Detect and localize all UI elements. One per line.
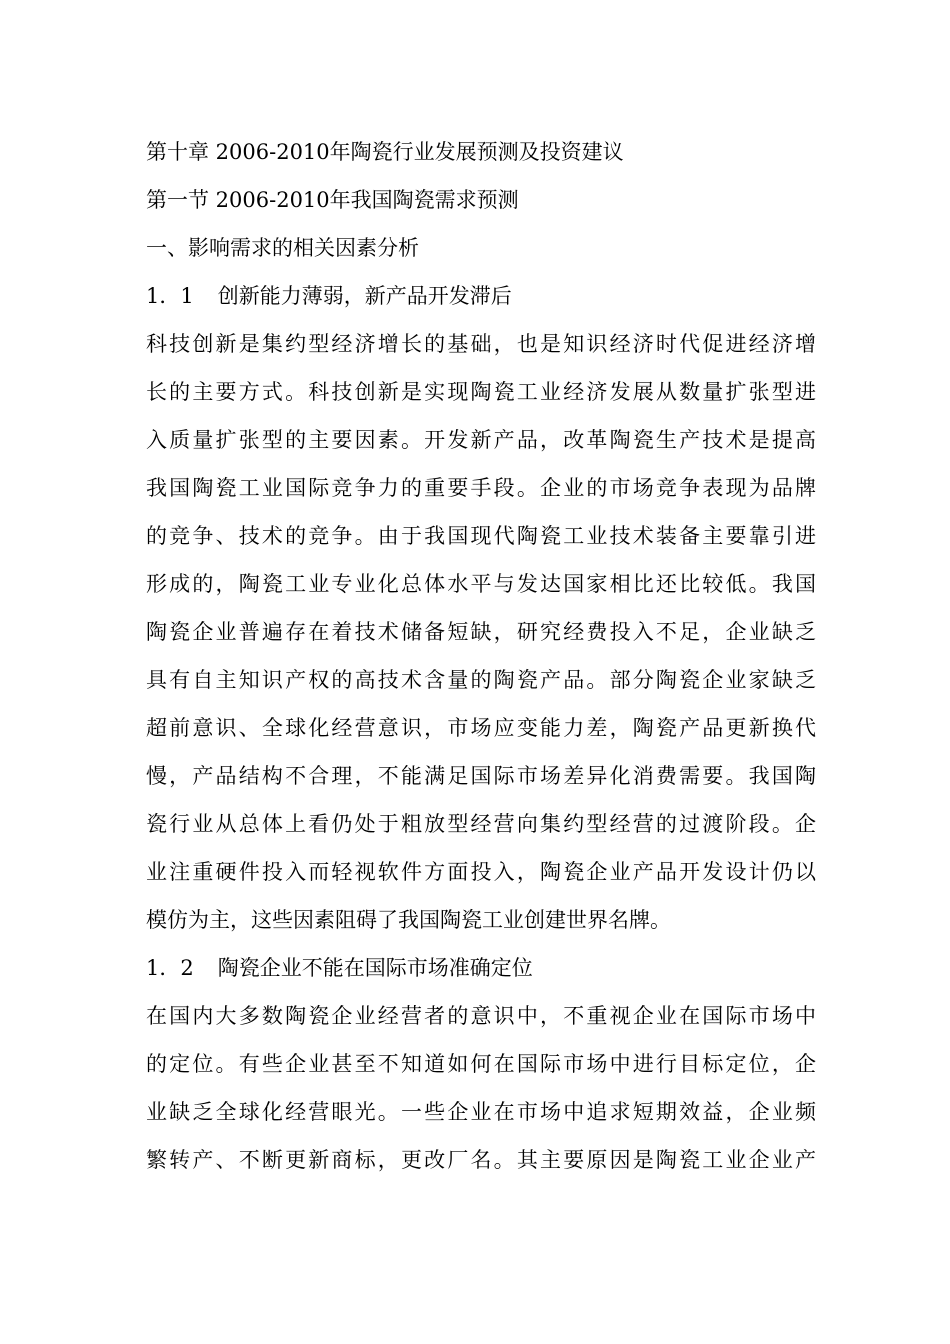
paragraph-2-line: 在国内大多数陶瓷企业经营者的意识中，不重视企业在国际市场中	[146, 1004, 816, 1028]
paragraph-2-line: 的定位。有些企业甚至不知道如何在国际市场中进行目标定位，企	[146, 1052, 816, 1076]
paragraph-1	[146, 320, 816, 944]
paragraph-1-line: 慢，产品结构不合理，不能满足国际市场差异化消费需要。我国陶	[146, 764, 816, 788]
paragraph-1-line: 长的主要方式。科技创新是实现陶瓷工业经济发展从数量扩张型进	[146, 380, 816, 404]
paragraph-1-line: 入质量扩张型的主要因素。开发新产品，改革陶瓷生产技术是提高	[146, 428, 816, 452]
paragraph-1-line: 瓷行业从总体上看仍处于粗放型经营向集约型经营的过渡阶段。企	[146, 812, 816, 836]
subsection-title: 一、影响需求的相关因素分析	[146, 236, 419, 260]
item-number-2: 1．2	[146, 956, 194, 980]
item-title-1: 创新能力薄弱，新产品开发滞后	[217, 284, 512, 308]
paragraph-1-line: 我国陶瓷工业国际竞争力的重要手段。企业的市场竞争表现为品牌	[146, 476, 816, 500]
paragraph-1-line: 的竞争、技术的竞争。由于我国现代陶瓷工业技术装备主要靠引进	[146, 524, 816, 548]
paragraph-2-line: 繁转产、不断更新商标，更改厂名。其主要原因是陶瓷工业企业产	[146, 1148, 816, 1172]
item-number-1: 1．1	[146, 284, 194, 308]
paragraph-2	[146, 992, 816, 1184]
document-body	[146, 128, 816, 1184]
paragraph-1-line: 超前意识、全球化经营意识，市场应变能力差，陶瓷产品更新换代	[146, 716, 816, 740]
item-heading-1	[146, 272, 816, 320]
paragraph-1-line: 模仿为主，这些因素阻碍了我国陶瓷工业创建世界名牌。	[146, 908, 671, 932]
paragraph-1-line: 陶瓷企业普遍存在着技术储备短缺，研究经费投入不足，企业缺乏	[146, 620, 816, 644]
paragraph-1-line: 形成的，陶瓷工业专业化总体水平与发达国家相比还比较低。我国	[146, 572, 816, 596]
section-title: 第一节 2006-2010年我国陶瓷需求预测	[146, 188, 519, 212]
paragraph-1-line: 业注重硬件投入而轻视软件方面投入，陶瓷企业产品开发设计仍以	[146, 860, 816, 884]
paragraph-2-line: 业缺乏全球化经营眼光。一些企业在市场中追求短期效益，企业频	[146, 1100, 816, 1124]
item-title-2: 陶瓷企业不能在国际市场准确定位	[217, 956, 533, 980]
item-heading-2	[146, 944, 816, 992]
chapter-title: 第十章 2006-2010年陶瓷行业发展预测及投资建议	[146, 140, 624, 164]
paragraph-1-line: 科技创新是集约型经济增长的基础，也是知识经济时代促进经济增	[146, 332, 816, 356]
paragraph-1-line: 具有自主知识产权的高技术含量的陶瓷产品。部分陶瓷企业家缺乏	[146, 668, 816, 692]
